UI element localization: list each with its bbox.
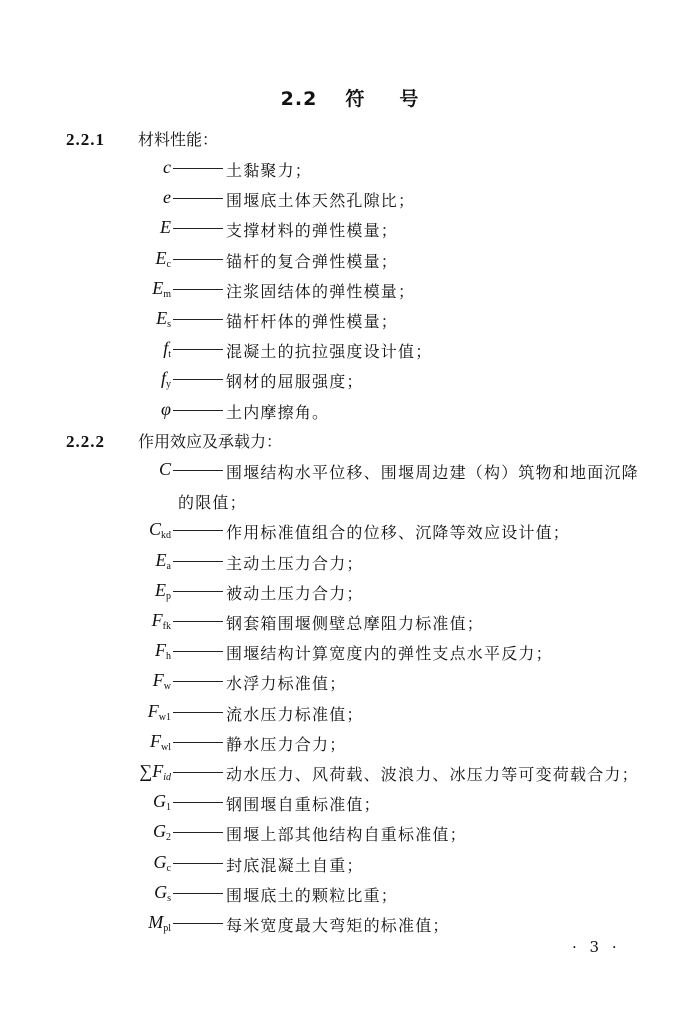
- symbol-definition: 钢材的屈服强度；: [226, 372, 364, 392]
- em-dash-separator: [173, 198, 223, 199]
- symbol-definition: 钢套箱围堰侧壁总摩阻力标准值；: [226, 614, 485, 633]
- symbol-definition: 作用标准值组合的位移、沉降等效应设计值；: [226, 523, 571, 543]
- symbol-subscript: pl: [163, 923, 171, 934]
- symbol-definition: 锚杆杆体的弹性模量；: [226, 312, 399, 331]
- symbol: [154, 852, 171, 874]
- symbol-row: [0, 731, 700, 761]
- symbol: [156, 550, 171, 572]
- symbol-main: E: [155, 579, 166, 600]
- symbol-main: F: [152, 670, 164, 691]
- subsection-number: 2.2.2: [66, 432, 105, 451]
- symbol-row: [0, 338, 700, 368]
- symbol-subscript: c: [166, 258, 171, 270]
- section-title-number: 2.2: [280, 88, 318, 110]
- em-dash-separator: [173, 349, 223, 350]
- symbol-row: [0, 187, 700, 217]
- symbol: [139, 761, 171, 783]
- symbol-main: G: [153, 821, 166, 842]
- symbol-row: [0, 791, 700, 821]
- symbol-main: G: [154, 881, 168, 902]
- symbol-subscript: a: [166, 560, 171, 572]
- em-dash-separator: [173, 621, 223, 622]
- em-dash-separator: [173, 591, 223, 592]
- symbol-subscript: w1: [158, 711, 171, 723]
- symbol-row: [0, 761, 700, 791]
- symbol-main: F: [147, 700, 159, 721]
- subsection-heading-2-2-1: [66, 127, 218, 150]
- symbol-main: ∑F: [139, 761, 164, 781]
- symbol: [153, 791, 171, 813]
- symbol-subscript: fk: [162, 621, 171, 632]
- symbol: [152, 610, 171, 632]
- em-dash-separator: [173, 410, 223, 411]
- symbol-main: e: [163, 187, 171, 208]
- symbol-subscript: s: [167, 892, 171, 904]
- symbol-subscript: h: [166, 651, 171, 663]
- symbol-row: [0, 670, 700, 700]
- symbol-row: [0, 217, 700, 247]
- subsection-heading-text: 材料性能：: [138, 130, 219, 149]
- symbol: [155, 640, 171, 662]
- symbol-definition: 围堰结构水平位移、围堰周边建（构）筑物和地面沉降: [226, 463, 639, 482]
- symbol-subscript: kd: [161, 530, 171, 542]
- symbol-subscript: w: [163, 681, 171, 693]
- symbol: [163, 338, 171, 360]
- symbol-row: [0, 640, 700, 670]
- symbol: [149, 519, 171, 541]
- symbol-main: G: [153, 791, 166, 812]
- symbol-row: [0, 701, 700, 731]
- em-dash-separator: [173, 228, 223, 229]
- symbol-row: [0, 308, 700, 338]
- symbol-definition: 围堰结构计算宽度内的弹性支点水平反力；: [226, 644, 553, 664]
- symbol-row: [0, 821, 700, 851]
- symbol-subscript: s: [167, 319, 171, 330]
- em-dash-separator: [173, 893, 223, 894]
- symbol: [160, 217, 171, 238]
- symbol-row: [0, 580, 700, 610]
- symbol-definition: 土内摩擦角。: [226, 402, 330, 422]
- symbol-main: F: [151, 610, 163, 630]
- symbol-row: [0, 368, 700, 398]
- symbol: [156, 308, 171, 330]
- subsection-heading-text: 作用效应及承载力：: [138, 432, 283, 451]
- symbol-main: E: [160, 217, 171, 238]
- symbol-main: E: [155, 549, 167, 570]
- symbol-subscript: 1: [166, 802, 171, 814]
- em-dash-separator: [173, 561, 223, 562]
- symbol-main: C: [158, 459, 171, 479]
- symbol-subscript: 2: [166, 832, 171, 844]
- symbol-main: f: [160, 368, 166, 389]
- em-dash-separator: [173, 651, 223, 652]
- em-dash-separator: [173, 168, 223, 169]
- symbol-definition: 混凝土的抗拉强度设计值；: [226, 342, 433, 362]
- symbol-definition: 流水压力标准值；: [226, 704, 364, 724]
- symbol-main: E: [156, 308, 168, 328]
- em-dash-separator: [173, 742, 223, 743]
- symbol-subscript: wl: [161, 741, 171, 753]
- symbol-definition: 支撑材料的弹性模量；: [226, 221, 399, 241]
- symbol-main: E: [155, 247, 167, 268]
- symbol-definition: 钢围堰自重标准值；: [226, 795, 381, 815]
- em-dash-separator: [173, 772, 223, 773]
- em-dash-separator: [173, 470, 223, 471]
- symbol: [161, 368, 171, 390]
- symbol-main: G: [153, 851, 167, 872]
- symbol-definition-continuation: 的限值；: [178, 493, 247, 513]
- symbol: [159, 459, 171, 480]
- symbol-definition: 围堰上部其他结构自重标准值；: [226, 825, 467, 845]
- symbol-definition: 主动土压力合力；: [226, 553, 364, 573]
- subsection-heading-2-2-2: [66, 429, 282, 452]
- symbol-subscript: c: [166, 862, 171, 874]
- symbol-subscript: id: [163, 772, 171, 783]
- symbol: [161, 399, 171, 420]
- em-dash-separator: [173, 712, 223, 713]
- em-dash-separator: [173, 259, 223, 260]
- em-dash-separator: [173, 319, 223, 320]
- symbol-definition: 锚杆的复合弹性模量；: [226, 251, 399, 271]
- symbol-definition: 每米宽度最大弯矩的标准值；: [226, 916, 450, 935]
- page-number: · 3 ·: [572, 938, 621, 956]
- symbol-definition: 土黏聚力；: [226, 161, 313, 180]
- symbol-definition: 静水压力合力；: [226, 734, 347, 754]
- symbol: [163, 157, 171, 178]
- em-dash-separator: [173, 530, 223, 531]
- symbol-row: [0, 519, 700, 549]
- em-dash-separator: [173, 802, 223, 803]
- symbol-main: f: [163, 338, 169, 359]
- symbol-row: [0, 852, 700, 882]
- em-dash-separator: [173, 832, 223, 833]
- symbol-definition: 动水压力、风荷载、波浪力、冰压力等可变荷载合力；: [226, 765, 639, 784]
- symbol: [163, 187, 171, 208]
- symbol-main: E: [152, 277, 164, 298]
- symbol-row: [0, 610, 700, 640]
- symbol: [153, 670, 171, 692]
- symbol-row: [0, 399, 700, 429]
- symbol: [155, 580, 171, 602]
- symbol-main: F: [155, 640, 166, 661]
- symbol-definition: 围堰底土体天然孔隙比；: [226, 191, 416, 211]
- symbol: [150, 731, 171, 753]
- symbol-main: φ: [161, 398, 171, 419]
- symbol-definition: 封底混凝土自重；: [226, 855, 364, 875]
- em-dash-separator: [173, 863, 223, 864]
- section-title-word-2: 号: [399, 88, 420, 110]
- symbol-subscript: y: [166, 379, 171, 391]
- symbol-row: [0, 278, 700, 308]
- em-dash-separator: [173, 289, 223, 290]
- symbol-row: [0, 882, 700, 912]
- em-dash-separator: [173, 923, 223, 924]
- subsection-number: 2.2.1: [66, 130, 105, 149]
- symbol: [148, 701, 171, 723]
- symbol-main: M: [148, 912, 164, 932]
- symbol-definition: 注浆固结体的弹性模量；: [226, 281, 416, 301]
- section-title: [0, 84, 700, 111]
- section-title-word-1: 符: [345, 88, 366, 110]
- symbol: [156, 248, 171, 270]
- symbol: [148, 912, 171, 934]
- symbol-definition: 水浮力标准值；: [226, 674, 347, 694]
- symbol-definition: 围堰底土的颗粒比重；: [226, 885, 399, 905]
- symbol-row: [0, 157, 700, 187]
- symbol-subscript: m: [163, 288, 171, 300]
- symbol-main: C: [148, 519, 161, 540]
- symbol: [152, 278, 171, 300]
- symbol-subscript: p: [166, 590, 171, 602]
- symbol: [154, 882, 171, 904]
- symbol-definition: 被动土压力合力；: [226, 583, 364, 603]
- em-dash-separator: [173, 681, 223, 682]
- symbol-row: [0, 550, 700, 580]
- symbol-main: F: [150, 730, 161, 751]
- symbol-subscript: t: [168, 349, 171, 361]
- symbol-main: c: [163, 157, 171, 177]
- em-dash-separator: [173, 379, 223, 380]
- symbol-row: [0, 248, 700, 278]
- symbol: [153, 821, 171, 843]
- symbol-row: [0, 459, 700, 489]
